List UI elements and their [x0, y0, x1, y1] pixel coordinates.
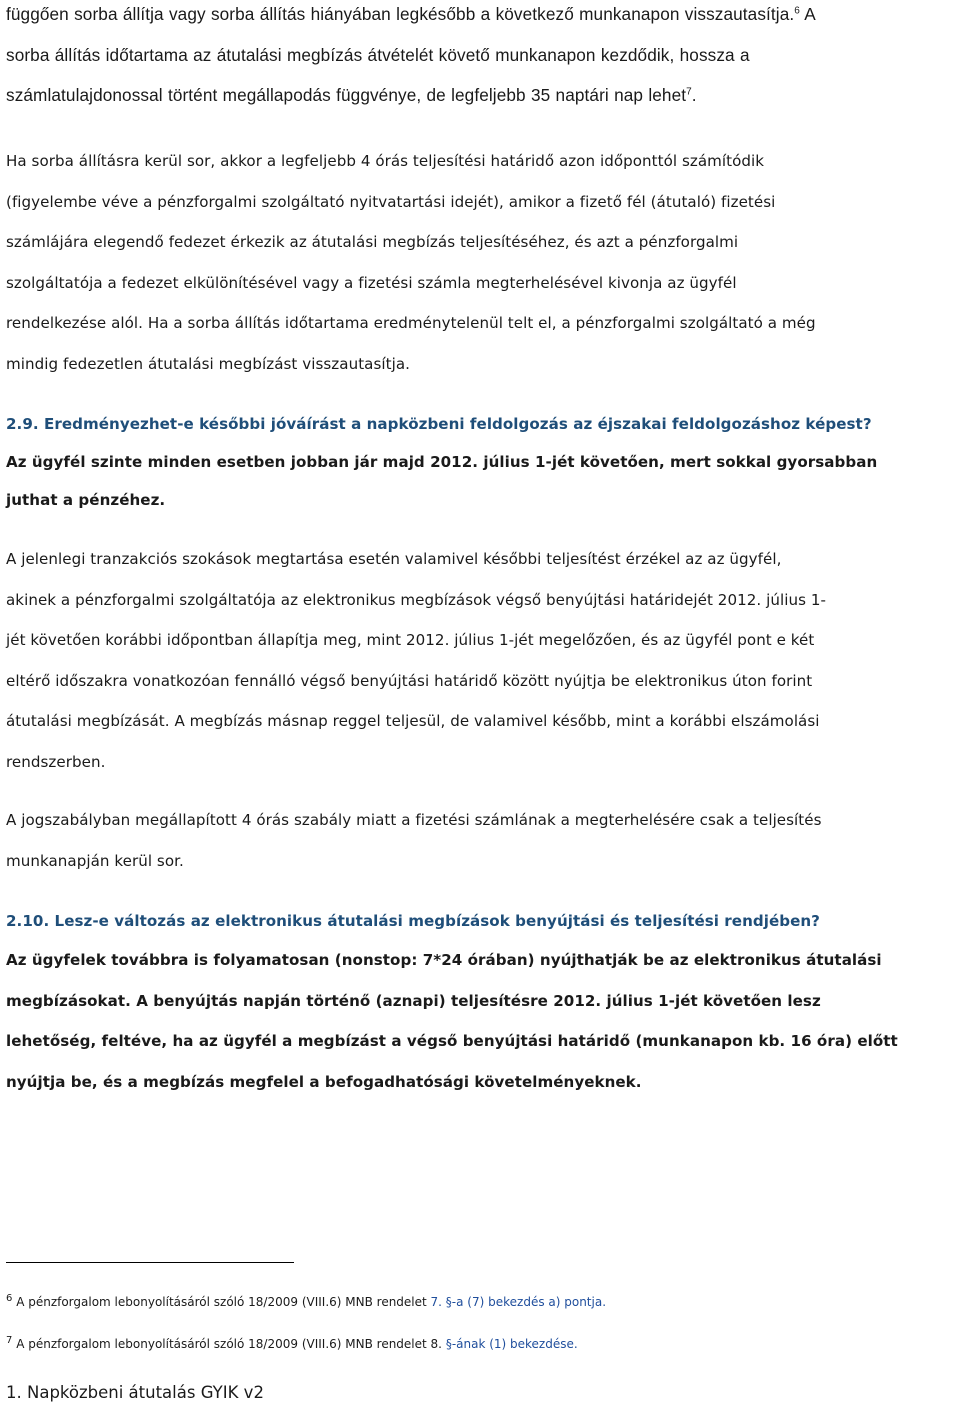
answer-line: juthat a pénzéhez.: [6, 491, 166, 509]
question-heading-2-9: 2.9. Eredményezhet-e későbbi jóváírást a napközbeni feldolgozás az éjszakai feldolgozáshoz képest?: [6, 415, 872, 433]
text-line-content: számlatulajdonossal történt megállapodás függvénye, de legfeljebb 35 naptári nap lehet: [6, 85, 687, 105]
text-line: akinek a pénzforgalmi szolgáltatója az elektronikus megbízások végső benyújtási határidejét 2012. július 1-: [6, 590, 826, 609]
text-line: A jogszabályban megállapított 4 órás szabály miatt a fizetési számlának a megterhelésére csak a teljesítés: [6, 811, 822, 829]
footnote-7: [6, 1337, 578, 1351]
paragraph-four-hour-rule: [6, 800, 956, 881]
footnote-link[interactable]: §-ának (1) bekezdése.: [445, 1337, 578, 1351]
text-line: rendszerben.: [6, 752, 106, 771]
text-line: A jelenlegi tranzakciós szokások megtartása esetén valamivel későbbi teljesítést érzékel az az ügyfél,: [6, 550, 782, 568]
answer-line: Az ügyfelek továbbra is folyamatosan (nonstop: 7*24 órában) nyújthatják be az elektronikus átutalási: [6, 951, 882, 969]
text-line-tail: A: [799, 4, 816, 24]
page-footer: 1. Napközbeni átutalás GYIK v2: [6, 1383, 264, 1402]
text-line: sorba állítás időtartama az átutalási megbízás átvételét követő munkanapon kezdődik, hossza a: [6, 44, 750, 65]
footnote-link[interactable]: 7. §-a (7) bekezdés a) pontja.: [430, 1295, 607, 1309]
footnote-number: 6: [6, 1293, 13, 1304]
text-line: számlájára elegendő fedezet érkezik az átutalási megbízás teljesítéséhez, és azt a pénzforgalmi: [6, 233, 739, 251]
footnote-ref-7[interactable]: 7: [686, 86, 692, 98]
footnote-ref-6[interactable]: 6: [794, 5, 800, 17]
paragraph-transaction-habits: [6, 539, 956, 782]
answer-line: megbízásokat. A benyújtás napján történő (aznapi) teljesítésre 2012. július 1-jét követően lesz: [6, 991, 821, 1010]
paragraph-queueing: [6, 141, 956, 384]
question-heading-2-10: 2.10. Lesz-e változás az elektronikus átutalási megbízások benyújtási és teljesítési rendjében?: [6, 912, 820, 930]
footnote-6: [6, 1295, 606, 1309]
text-line: munkanapján kerül sor.: [6, 851, 184, 870]
text-line: rendelkezése alól. Ha a sorba állítás időtartama eredménytelenül telt el, a pénzforgalmi szolgáltató a még: [6, 314, 816, 332]
text-line: Ha sorba állításra kerül sor, akkor a legfeljebb 4 órás teljesítési határidő azon időponttól számítódik: [6, 152, 765, 170]
section-2-10: [6, 902, 956, 1102]
text-line: szolgáltatója a fedezet elkülönítésével vagy a fizetési számla megterhelésével kivonja az ügyfél: [6, 273, 737, 292]
text-line: átutalási megbízását. A megbízás másnap reggel teljesül, de valamivel később, mint a korábbi elszámolási: [6, 712, 820, 730]
text-line-content: függően sorba állítja vagy sorba állítás hiányában legkésőbb a következő munkanapon visszautasítja.: [6, 4, 795, 24]
text-line: [6, 75, 956, 116]
text-line: jét követően korábbi időpontban állapítja meg, mint 2012. július 1-jét megelőzően, és az ügyfél pont e két: [6, 631, 815, 649]
footnote-number: 7: [6, 1335, 13, 1346]
text-line: mindig fedezetlen átutalási megbízást visszautasítja.: [6, 354, 410, 373]
answer-line: nyújtja be, és a megbízás megfelel a befogadhatósági követelményeknek.: [6, 1072, 642, 1091]
text-line-tail: .: [691, 85, 697, 105]
answer-line: Az ügyfél szinte minden esetben jobban jár majd 2012. július 1-jét követően, mert sokkal gyorsabban: [6, 453, 878, 471]
text-line: eltérő időszakra vonatkozóan fennálló végső benyújtási határidő között nyújtja be elektronikus úton forint: [6, 671, 813, 690]
footnote-text: A pénzforgalom lebonyolításáról szóló 18/2009 (VIII.6) MNB rendelet 8.: [12, 1337, 446, 1351]
footnote-separator: [6, 1262, 294, 1263]
text-line: [6, 0, 956, 35]
intro-paragraph: [6, 0, 956, 122]
footnote-text: A pénzforgalom lebonyolításáról szóló 18/2009 (VIII.6) MNB rendelet: [12, 1295, 431, 1309]
answer-line: lehetőség, feltéve, ha az ügyfél a megbízást a végső benyújtási határidő (munkanapon kb. 16 óra) előtt: [6, 1032, 898, 1050]
text-line: (figyelembe véve a pénzforgalmi szolgáltató nyitvatartási idejét), amikor a fizető fél (átutaló) fizetési: [6, 192, 776, 211]
section-2-9: [6, 405, 956, 519]
